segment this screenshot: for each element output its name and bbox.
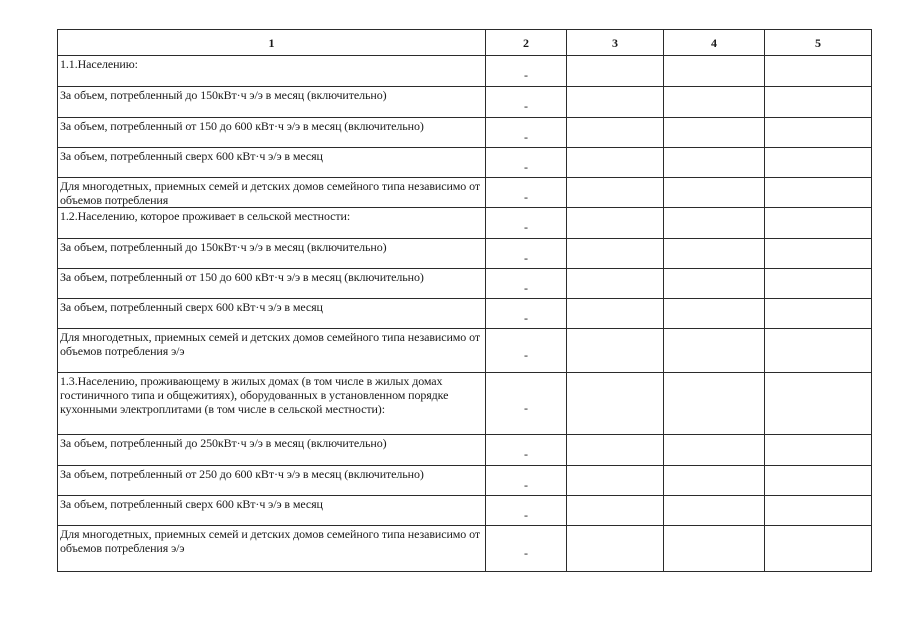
dash-value: - xyxy=(524,507,528,522)
row-col-3 xyxy=(567,496,664,526)
row-col-2 xyxy=(486,118,567,148)
row-col-3 xyxy=(567,269,664,299)
table-row xyxy=(58,208,872,239)
table-row xyxy=(58,87,872,118)
dash-value: - xyxy=(524,220,528,234)
row-description: 1.3.Населению, проживающему в жилых домах (в том числе в жилых домах гостиничного типа и общежитиях), оборудованных в установленном порядке кухонными электроплитами (в том числе в сельской местности): xyxy=(58,373,486,435)
table-row xyxy=(58,239,872,269)
row-col-5 xyxy=(765,466,872,496)
dash-value: - xyxy=(524,310,528,325)
header-col-3: 3 xyxy=(567,30,664,56)
header-col-2: 2 xyxy=(486,30,567,56)
row-description: За объем, потребленный сверх 600 кВт·ч э/э в месяц xyxy=(58,148,486,178)
row-col-4 xyxy=(664,435,765,466)
dash-value: - xyxy=(524,447,528,461)
row-col-5 xyxy=(765,118,872,148)
row-col-3 xyxy=(567,87,664,118)
row-description: За объем, потребленный до 250кВт·ч э/э в месяц (включительно) xyxy=(58,435,486,466)
row-col-4 xyxy=(664,466,765,496)
row-description: 1.1.Населению: xyxy=(58,56,486,87)
dash-value: - xyxy=(524,129,528,144)
row-description: Для многодетных, приемных семей и детских домов семейного типа независимо от объемов потребления xyxy=(58,178,486,208)
row-col-2 xyxy=(486,373,567,435)
table-row xyxy=(58,269,872,299)
row-col-4 xyxy=(664,56,765,87)
row-col-4 xyxy=(664,373,765,435)
row-col-4 xyxy=(664,239,765,269)
row-description: За объем, потребленный до 150кВт·ч э/э в месяц (включительно) xyxy=(58,87,486,118)
row-col-5 xyxy=(765,373,872,435)
row-col-3 xyxy=(567,239,664,269)
row-col-3 xyxy=(567,208,664,239)
table-row xyxy=(58,496,872,526)
dash-value: - xyxy=(524,347,528,362)
row-col-3 xyxy=(567,526,664,572)
row-col-5 xyxy=(765,56,872,87)
row-col-3 xyxy=(567,118,664,148)
row-col-5 xyxy=(765,526,872,572)
dash-value: - xyxy=(524,477,528,492)
row-col-5 xyxy=(765,239,872,269)
row-col-3 xyxy=(567,178,664,208)
row-description: За объем, потребленный сверх 600 кВт·ч э/э в месяц xyxy=(58,299,486,329)
row-col-4 xyxy=(664,118,765,148)
row-col-2 xyxy=(486,269,567,299)
row-col-3 xyxy=(567,299,664,329)
row-col-3 xyxy=(567,466,664,496)
dash-value: - xyxy=(524,189,528,204)
row-col-5 xyxy=(765,87,872,118)
row-col-4 xyxy=(664,299,765,329)
row-col-4 xyxy=(664,329,765,373)
row-col-2 xyxy=(486,435,567,466)
row-col-5 xyxy=(765,269,872,299)
table-row xyxy=(58,299,872,329)
row-col-5 xyxy=(765,329,872,373)
table-row xyxy=(58,466,872,496)
row-col-3 xyxy=(567,329,664,373)
header-col-4: 4 xyxy=(664,30,765,56)
row-description: За объем, потребленный от 150 до 600 кВт·ч э/э в месяц (включительно) xyxy=(58,269,486,299)
dash-value: - xyxy=(524,99,528,113)
dash-value: - xyxy=(524,280,528,295)
row-col-5 xyxy=(765,178,872,208)
row-col-5 xyxy=(765,148,872,178)
table-row xyxy=(58,526,872,572)
table-row xyxy=(58,373,872,435)
table-row xyxy=(58,329,872,373)
row-col-4 xyxy=(664,148,765,178)
row-col-2 xyxy=(486,496,567,526)
row-description: За объем, потребленный от 150 до 600 кВт·ч э/э в месяц (включительно) xyxy=(58,118,486,148)
row-col-4 xyxy=(664,496,765,526)
row-col-3 xyxy=(567,56,664,87)
row-col-5 xyxy=(765,299,872,329)
row-description: Для многодетных, приемных семей и детских домов семейного типа независимо от объемов потребления э/э xyxy=(58,526,486,572)
row-col-2 xyxy=(486,299,567,329)
row-description: За объем, потребленный до 150кВт·ч э/э в месяц (включительно) xyxy=(58,239,486,269)
table-row xyxy=(58,118,872,148)
row-description: За объем, потребленный от 250 до 600 кВт·ч э/э в месяц (включительно) xyxy=(58,466,486,496)
row-col-4 xyxy=(664,269,765,299)
dash-value: - xyxy=(524,545,528,560)
header-row xyxy=(58,30,872,56)
row-col-2 xyxy=(486,208,567,239)
row-col-3 xyxy=(567,435,664,466)
dash-value: - xyxy=(524,68,528,82)
row-col-2 xyxy=(486,526,567,572)
row-col-5 xyxy=(765,496,872,526)
row-col-2 xyxy=(486,239,567,269)
table-row xyxy=(58,148,872,178)
row-col-2 xyxy=(486,466,567,496)
row-col-2 xyxy=(486,178,567,208)
dash-value: - xyxy=(524,159,528,174)
row-description: Для многодетных, приемных семей и детских домов семейного типа независимо от объемов потребления э/э xyxy=(58,329,486,373)
header-col-5: 5 xyxy=(765,30,872,56)
row-col-2 xyxy=(486,148,567,178)
tariff-table xyxy=(57,29,872,572)
table-row xyxy=(58,178,872,208)
dash-value: - xyxy=(524,250,528,265)
row-col-5 xyxy=(765,435,872,466)
row-col-2 xyxy=(486,329,567,373)
row-col-4 xyxy=(664,178,765,208)
row-description: 1.2.Населению, которое проживает в сельской местности: xyxy=(58,208,486,239)
row-col-3 xyxy=(567,373,664,435)
dash-value: - xyxy=(524,400,528,415)
row-col-4 xyxy=(664,87,765,118)
row-col-4 xyxy=(664,208,765,239)
row-col-5 xyxy=(765,208,872,239)
row-description: За объем, потребленный сверх 600 кВт·ч э/э в месяц xyxy=(58,496,486,526)
row-col-3 xyxy=(567,148,664,178)
table-row xyxy=(58,435,872,466)
row-col-4 xyxy=(664,526,765,572)
row-col-2 xyxy=(486,56,567,87)
table-row xyxy=(58,56,872,87)
row-col-2 xyxy=(486,87,567,118)
header-col-1: 1 xyxy=(58,30,486,56)
